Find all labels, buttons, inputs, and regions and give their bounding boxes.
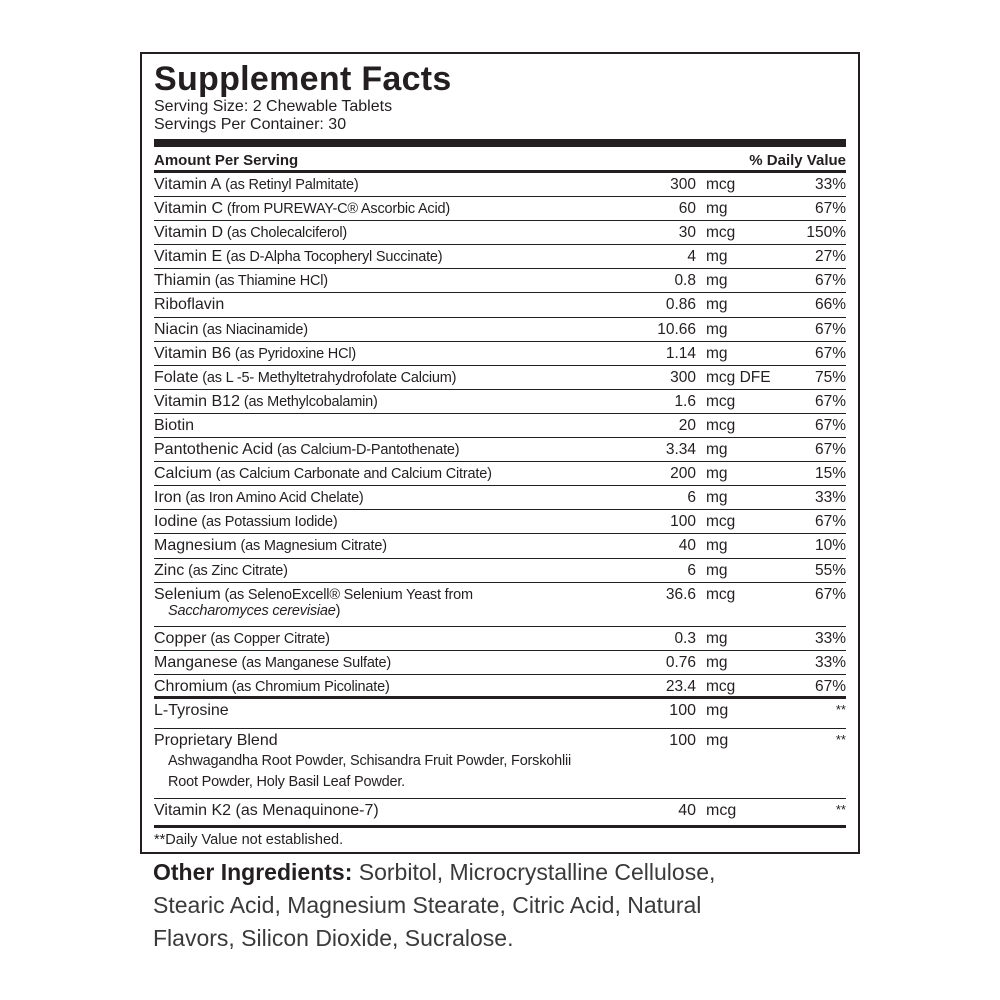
row-dv: 67% xyxy=(814,200,846,218)
nutrient-name: Riboflavin xyxy=(154,296,225,314)
nutrient-source: (as Retinyl Palmitate) xyxy=(221,177,359,193)
row-name xyxy=(154,678,390,696)
row-amount: 60 xyxy=(678,200,696,218)
row-amount: 3.34 xyxy=(665,441,696,459)
row-name xyxy=(154,393,378,411)
row-unit: mg xyxy=(706,731,729,749)
table-row xyxy=(154,390,846,414)
row-name xyxy=(154,441,459,459)
nutrient-source: (as SelenoExcell® Selenium Yeast from xyxy=(220,586,473,603)
table-row xyxy=(154,197,846,221)
nutrient-name: Manganese xyxy=(154,653,238,671)
table-row xyxy=(154,559,846,583)
row-name xyxy=(154,489,364,507)
row-dv: 67% xyxy=(814,392,846,410)
thick-divider xyxy=(154,139,846,147)
row-unit: mg xyxy=(706,320,728,338)
row-unit: mcg xyxy=(706,677,736,695)
row-amount: 0.3 xyxy=(674,629,696,647)
panel-title: Supplement Facts xyxy=(154,60,452,98)
row-name: L-Tyrosine xyxy=(154,701,229,719)
row-dv: 67% xyxy=(814,513,846,531)
row-dv: 33% xyxy=(814,653,846,671)
nutrient-source: (as Zinc Citrate) xyxy=(184,562,288,579)
footnote: **Daily Value not established. xyxy=(154,825,846,848)
row-name xyxy=(154,224,347,242)
nutrient-name: Selenium xyxy=(154,585,221,603)
row-amount: 6 xyxy=(687,489,696,507)
other-ingredients xyxy=(153,856,773,955)
row-unit: mcg xyxy=(706,801,737,819)
nutrient-name: Vitamin B6 xyxy=(154,344,232,362)
nutrient-name: Folate xyxy=(154,368,199,386)
row-dv: 33% xyxy=(814,489,846,507)
row-amount: 300 xyxy=(670,368,696,386)
other-ingredients-label: Other Ingredients: xyxy=(153,859,353,885)
row-unit: mg xyxy=(706,344,728,362)
nutrient-source: (as Iron Amino Acid Chelate) xyxy=(181,490,364,507)
servings-per-container: Servings Per Container: 30 xyxy=(154,116,347,133)
row-amount: 1.14 xyxy=(665,344,696,362)
nutrient-source: (as Thiamine HCl) xyxy=(210,273,328,290)
row-name xyxy=(154,200,450,218)
row-dv: ** xyxy=(835,801,846,817)
nutrient-source: (as Niacinamide) xyxy=(198,321,308,338)
row-unit: mcg xyxy=(706,392,736,410)
row-name xyxy=(154,586,473,604)
row-amount: 0.8 xyxy=(674,272,696,290)
row-name xyxy=(154,537,387,555)
row-dv: 67% xyxy=(814,585,846,603)
nutrient-name: Iron xyxy=(154,489,182,507)
row-amount: 300 xyxy=(670,176,696,193)
table-row xyxy=(154,438,846,462)
nutrient-name: Iodine xyxy=(154,513,198,531)
row-unit: mg xyxy=(706,653,728,671)
table-row xyxy=(154,318,846,342)
row-name xyxy=(154,630,330,648)
row-unit: mcg DFE xyxy=(706,368,771,386)
nutrient-name: Biotin xyxy=(154,416,195,434)
nutrient-name: Copper xyxy=(154,629,207,647)
nutrient-source: (as Potassium Iodide) xyxy=(197,514,338,531)
row-unit: mg xyxy=(706,248,728,266)
row-name xyxy=(154,321,308,339)
row-amount: 4 xyxy=(687,248,696,266)
row-name xyxy=(154,369,456,387)
other-ingredients-text: Sorbitol, Microcrystalline Cellulose, Stearic Acid, Magnesium Stearate, Citric Acid, Natural Flavors, Silicon Dioxide, Sucralose. xyxy=(153,859,716,951)
table-header xyxy=(154,147,846,173)
nutrient-name: Niacin xyxy=(154,320,199,338)
row-amount: 100 xyxy=(669,731,696,749)
row-unit: mg xyxy=(706,561,728,579)
daily-value-header: % Daily Value xyxy=(749,152,846,169)
row-amount: 40 xyxy=(678,537,696,555)
row-amount: 36.6 xyxy=(665,585,696,603)
row-name xyxy=(154,513,337,531)
table-row xyxy=(154,293,846,317)
nutrient-name: Vitamin B12 xyxy=(154,392,240,410)
nutrient-source: (as Chromium Picolinate) xyxy=(227,678,390,695)
row-amount: 20 xyxy=(678,416,696,434)
nutrient-source: (as Calcium Carbonate and Calcium Citrate) xyxy=(211,466,492,483)
row-unit: mcg xyxy=(706,176,736,193)
nutrient-name: Pantothenic Acid xyxy=(154,441,274,459)
row-dv: 67% xyxy=(814,441,846,459)
row-name xyxy=(154,176,359,194)
row-dv: 27% xyxy=(814,248,846,266)
row-name xyxy=(154,345,356,363)
row-dv: 75% xyxy=(814,368,846,386)
nutrient-source: (as Magnesium Citrate) xyxy=(236,538,387,555)
blend-description: Ashwagandha Root Powder, Schisandra Fruit Powder, Forskohlii Root Powder, Holy Basil Leaf Powder. xyxy=(168,752,572,790)
row-dv: ** xyxy=(835,701,846,717)
row-unit: mg xyxy=(706,272,728,290)
nutrient-source: (as Manganese Sulfate) xyxy=(237,654,392,671)
table-row xyxy=(154,366,846,390)
nutrient-source: (as D-Alpha Tocopheryl Succinate) xyxy=(222,249,443,266)
nutrient-name: Calcium xyxy=(154,465,212,483)
table-row xyxy=(154,462,846,486)
table-row-l-tyrosine xyxy=(154,699,846,729)
row-unit: mg xyxy=(706,701,729,719)
nutrient-source: (as Pyridoxine HCl) xyxy=(231,345,356,362)
row-dv: 66% xyxy=(814,296,846,314)
nutrient-name: Magnesium xyxy=(154,537,237,555)
row-dv: ** xyxy=(835,731,846,747)
row-amount: 200 xyxy=(670,465,696,483)
row-dv: 67% xyxy=(814,272,846,290)
row-unit: mcg xyxy=(706,416,736,434)
row-dv: 150% xyxy=(806,224,846,242)
row-amount: 0.76 xyxy=(665,653,696,671)
table-row xyxy=(154,342,846,366)
row-amount: 40 xyxy=(678,801,696,819)
table-row xyxy=(154,221,846,245)
row-unit: mcg xyxy=(706,585,736,603)
row-dv: 33% xyxy=(814,629,846,647)
supplement-facts-panel xyxy=(140,52,860,854)
row-amount: 10.66 xyxy=(657,320,696,338)
row-dv: 10% xyxy=(814,537,846,555)
nutrient-source: (as Methylcobalamin) xyxy=(239,393,378,410)
table-row xyxy=(154,486,846,510)
nutrient-name: Vitamin A xyxy=(154,176,222,193)
row-dv: 55% xyxy=(814,561,846,579)
row-unit: mg xyxy=(706,537,728,555)
row-amount: 30 xyxy=(678,224,696,242)
nutrient-table xyxy=(154,173,846,699)
row-name xyxy=(154,272,328,290)
nutrient-source-species: Saccharomyces cerevisiae) xyxy=(168,602,341,619)
nutrient-name: Vitamin D xyxy=(154,224,224,242)
table-row xyxy=(154,583,846,627)
row-dv: 15% xyxy=(814,465,846,483)
row-dv: 33% xyxy=(814,176,846,193)
nutrient-source: (as Copper Citrate) xyxy=(206,630,330,647)
row-unit: mg xyxy=(706,296,728,314)
row-name xyxy=(154,465,492,483)
table-row xyxy=(154,269,846,293)
row-name xyxy=(154,562,288,580)
row-dv: 67% xyxy=(814,416,846,434)
row-unit: mg xyxy=(706,489,728,507)
table-row xyxy=(154,675,846,699)
row-name xyxy=(154,654,391,672)
nutrient-source: (as Calcium-D-Pantothenate) xyxy=(273,442,460,459)
nutrient-source: (as Cholecalciferol) xyxy=(223,225,347,242)
row-unit: mg xyxy=(706,441,728,459)
table-row xyxy=(154,173,846,197)
row-unit: mg xyxy=(706,465,728,483)
row-amount: 6 xyxy=(687,561,696,579)
table-row xyxy=(154,510,846,534)
nutrient-source: (as L -5- Methyltetrahydrofolate Calcium) xyxy=(198,369,457,386)
row-unit: mg xyxy=(706,200,728,218)
row-unit: mcg xyxy=(706,224,736,242)
row-name: Vitamin K2 (as Menaquinone-7) xyxy=(154,801,379,819)
row-amount: 1.6 xyxy=(674,392,696,410)
nutrient-name: Chromium xyxy=(154,677,228,695)
row-amount: 23.4 xyxy=(665,677,696,695)
nutrient-source: (from PUREWAY-C® Ascorbic Acid) xyxy=(223,201,450,218)
row-name xyxy=(154,417,194,435)
nutrient-name: Vitamin C xyxy=(154,200,224,218)
nutrient-name: Zinc xyxy=(154,561,185,579)
table-row-vitamin-k2 xyxy=(154,799,846,826)
row-name xyxy=(154,296,224,314)
table-row xyxy=(154,534,846,558)
row-name: Proprietary Blend xyxy=(154,731,278,749)
row-amount: 100 xyxy=(669,701,696,719)
serving-size: Serving Size: 2 Chewable Tablets xyxy=(154,98,393,115)
row-dv: 67% xyxy=(814,320,846,338)
table-row-proprietary-blend xyxy=(154,729,846,799)
table-row xyxy=(154,651,846,675)
row-amount: 0.86 xyxy=(665,296,696,314)
nutrient-name: Vitamin E xyxy=(154,248,223,266)
row-name xyxy=(154,248,442,266)
amount-header: Amount Per Serving xyxy=(154,152,299,169)
row-dv: 67% xyxy=(814,344,846,362)
table-row xyxy=(154,245,846,269)
row-unit: mg xyxy=(706,629,728,647)
table-row xyxy=(154,414,846,438)
row-unit: mcg xyxy=(706,513,736,531)
table-row xyxy=(154,627,846,651)
nutrient-name: Thiamin xyxy=(154,272,211,290)
row-amount: 100 xyxy=(670,513,696,531)
row-dv: 67% xyxy=(814,677,846,695)
